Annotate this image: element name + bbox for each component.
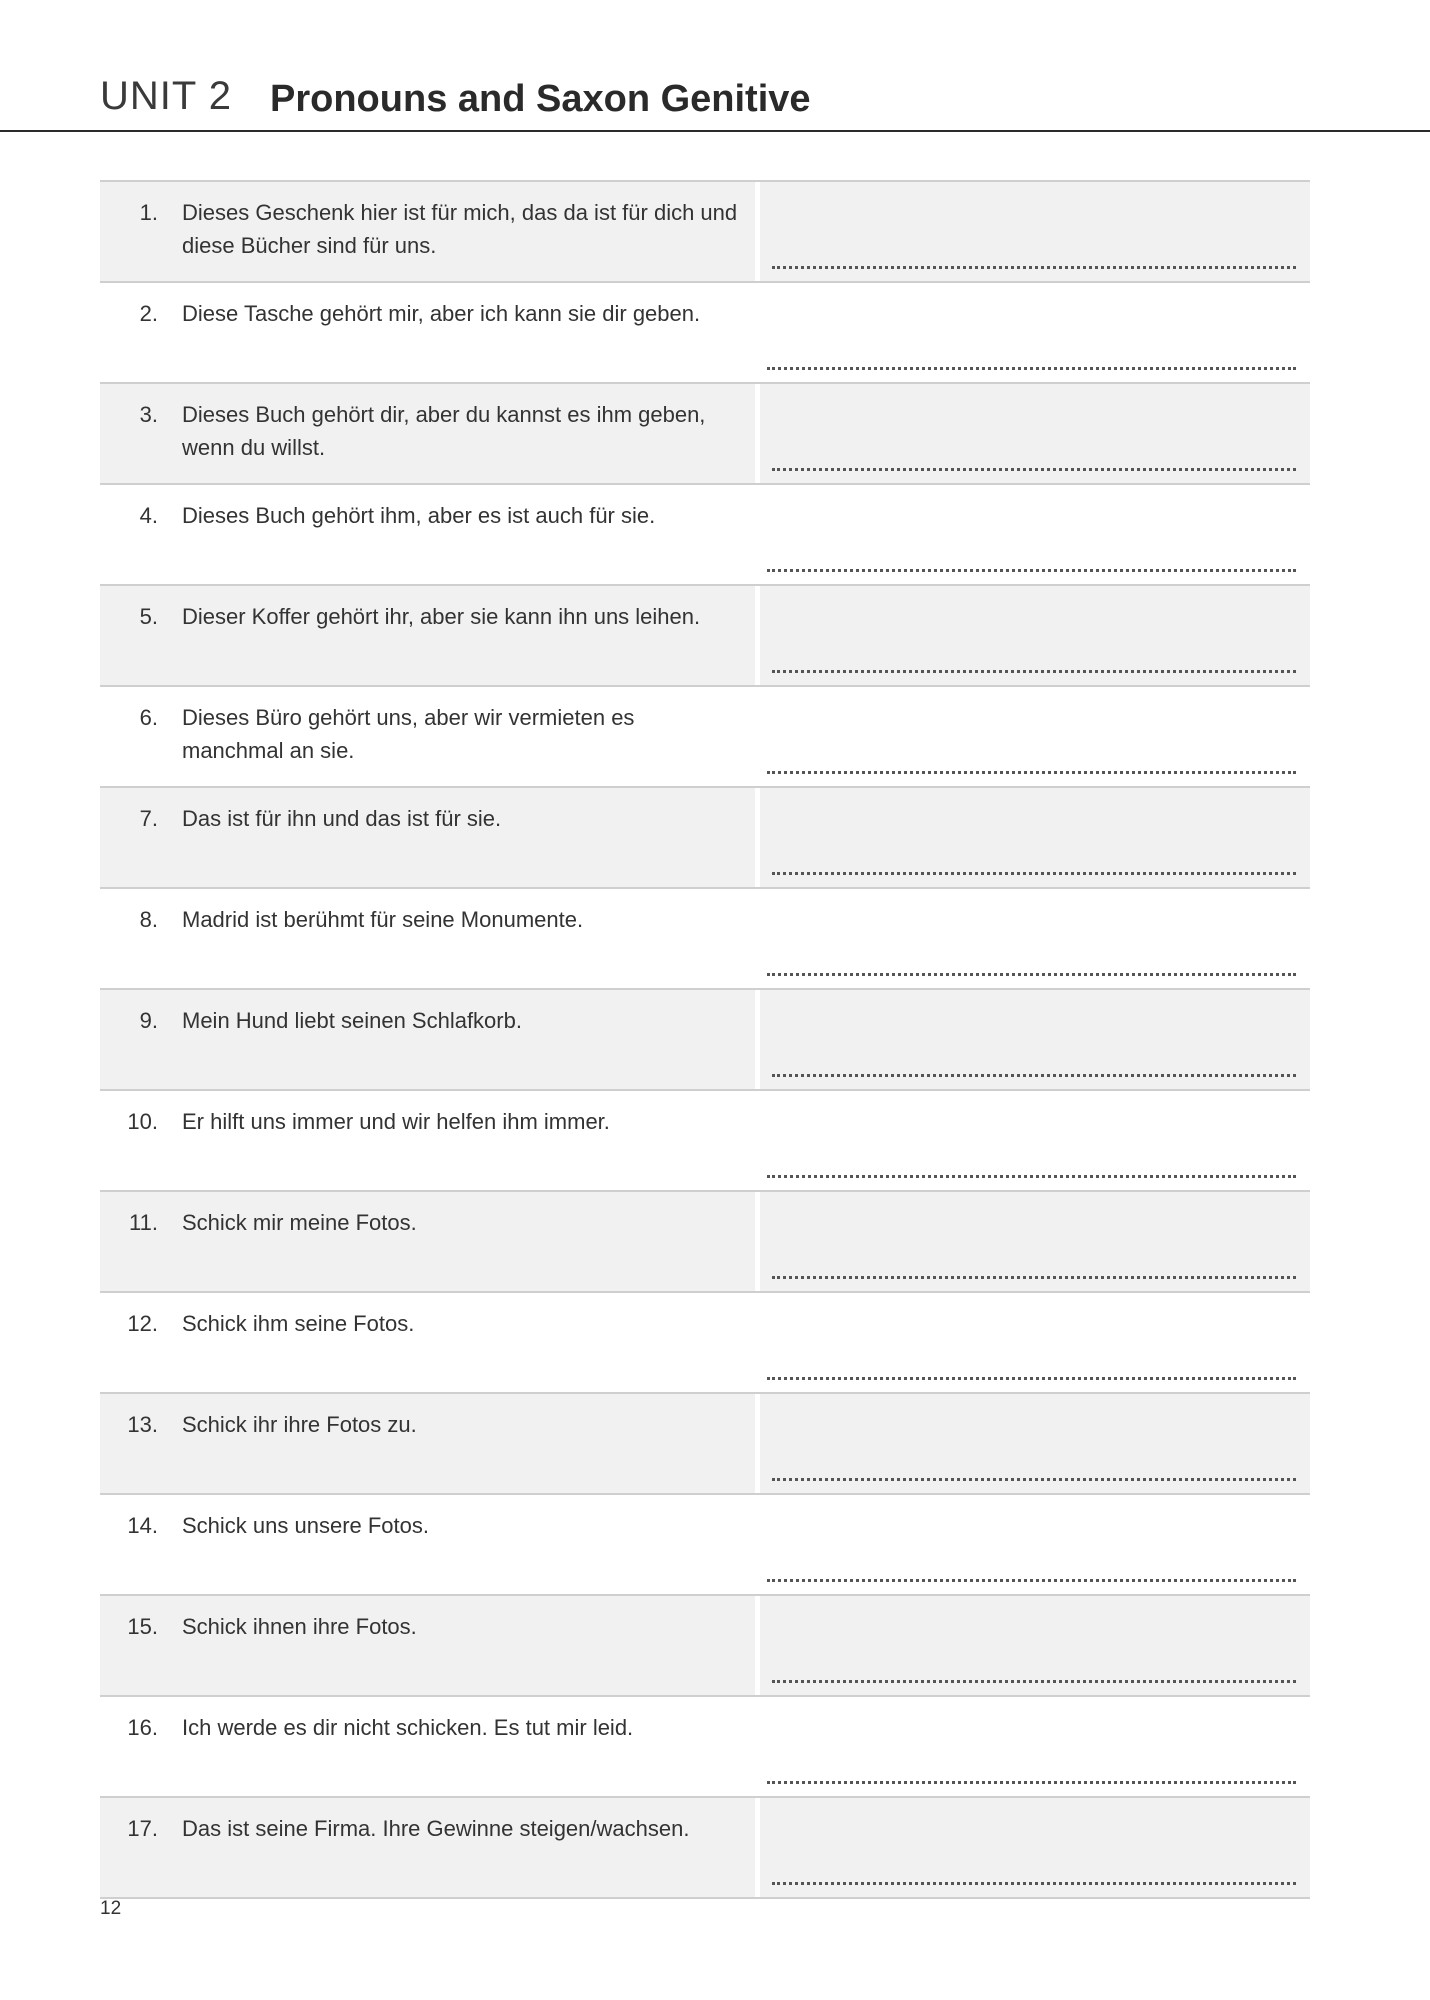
exercise-row xyxy=(100,1697,1310,1798)
answer-field[interactable] xyxy=(755,1495,1310,1594)
exercise-row xyxy=(100,283,1310,384)
exercise-row xyxy=(100,1394,1310,1495)
exercise-sentence: Schick ihnen ihre Fotos. xyxy=(182,1614,417,1639)
exercise-number: 13. xyxy=(127,1412,158,1437)
exercise-number: 17. xyxy=(127,1816,158,1841)
answer-field[interactable] xyxy=(755,788,1310,887)
answer-dotted-line xyxy=(767,973,1296,976)
exercise-sentence: Er hilft uns immer und wir helfen ihm immer. xyxy=(182,1109,610,1134)
exercise-number: 14. xyxy=(127,1513,158,1538)
exercise-sentence: Schick mir meine Fotos. xyxy=(182,1210,417,1235)
exercise-number: 15. xyxy=(127,1614,158,1639)
answer-field[interactable] xyxy=(755,283,1310,382)
answer-dotted-line xyxy=(767,1579,1296,1582)
exercise-number: 1. xyxy=(139,200,158,225)
unit-label: UNIT 2 xyxy=(100,74,232,118)
exercise-table xyxy=(100,180,1310,1899)
exercise-row xyxy=(100,586,1310,687)
exercise-row xyxy=(100,1798,1310,1899)
exercise-number: 5. xyxy=(139,604,158,629)
exercise-sentence: Ich werde es dir nicht schicken. Es tut mir leid. xyxy=(182,1715,634,1740)
unit-title: Pronouns and Saxon Genitive xyxy=(270,78,811,120)
answer-field[interactable] xyxy=(755,1091,1310,1190)
exercise-number: 2. xyxy=(139,301,158,326)
answer-dotted-line xyxy=(772,872,1296,875)
exercise-number: 8. xyxy=(139,907,158,932)
answer-field[interactable] xyxy=(755,586,1310,685)
exercise-number: 12. xyxy=(127,1311,158,1336)
exercise-sentence: Dieses Geschenk hier ist für mich, das da ist für dich und diese Bücher sind für uns. xyxy=(182,200,738,258)
exercise-row xyxy=(100,687,1310,788)
answer-dotted-line xyxy=(767,367,1296,370)
answer-field[interactable] xyxy=(755,889,1310,988)
answer-field[interactable] xyxy=(755,1798,1310,1897)
answer-dotted-line xyxy=(772,468,1296,471)
exercise-row xyxy=(100,1091,1310,1192)
exercise-sentence: Schick ihm seine Fotos. xyxy=(182,1311,415,1336)
exercise-number: 7. xyxy=(139,806,158,831)
exercise-number: 11. xyxy=(129,1210,158,1235)
exercise-sentence: Dieses Buch gehört ihm, aber es ist auch für sie. xyxy=(182,503,656,528)
exercise-sentence: Schick ihr ihre Fotos zu. xyxy=(182,1412,417,1437)
answer-dotted-line xyxy=(772,1074,1296,1077)
exercise-sentence: Das ist seine Firma. Ihre Gewinne steigen/wachsen. xyxy=(182,1816,690,1841)
exercise-row xyxy=(100,384,1310,485)
answer-field[interactable] xyxy=(755,485,1310,584)
answer-dotted-line xyxy=(767,771,1296,774)
exercise-number: 3. xyxy=(139,402,158,427)
exercise-sentence: Dieses Büro gehört uns, aber wir vermieten es manchmal an sie. xyxy=(182,705,635,763)
exercise-sentence: Dieser Koffer gehört ihr, aber sie kann ihn uns leihen. xyxy=(182,604,701,629)
exercise-sentence: Schick uns unsere Fotos. xyxy=(182,1513,430,1538)
exercise-row xyxy=(100,1293,1310,1394)
exercise-row xyxy=(100,788,1310,889)
answer-field[interactable] xyxy=(755,384,1310,483)
exercise-number: 9. xyxy=(139,1008,158,1033)
answer-field[interactable] xyxy=(755,1293,1310,1392)
answer-dotted-line xyxy=(772,1882,1296,1885)
answer-dotted-line xyxy=(767,1781,1296,1784)
exercise-row xyxy=(100,485,1310,586)
answer-field[interactable] xyxy=(755,182,1310,281)
exercise-number: 10. xyxy=(127,1109,158,1134)
answer-field[interactable] xyxy=(755,1394,1310,1493)
exercise-sentence: Mein Hund liebt seinen Schlafkorb. xyxy=(182,1008,522,1033)
exercise-number: 4. xyxy=(139,503,158,528)
exercise-row xyxy=(100,889,1310,990)
exercise-sentence: Dieses Buch gehört dir, aber du kannst es ihm geben, wenn du willst. xyxy=(182,402,706,460)
answer-field[interactable] xyxy=(755,1192,1310,1291)
exercise-sentence: Madrid ist berühmt für seine Monumente. xyxy=(182,907,584,932)
exercise-row xyxy=(100,1495,1310,1596)
answer-dotted-line xyxy=(772,266,1296,269)
exercise-row xyxy=(100,1596,1310,1697)
answer-field[interactable] xyxy=(755,687,1310,786)
exercise-number: 6. xyxy=(139,705,158,730)
answer-dotted-line xyxy=(772,1276,1296,1279)
page-number: 12 xyxy=(100,1898,122,1919)
answer-dotted-line xyxy=(767,1377,1296,1380)
answer-dotted-line xyxy=(772,1478,1296,1481)
exercise-row xyxy=(100,1192,1310,1293)
answer-dotted-line xyxy=(767,1175,1296,1178)
answer-dotted-line xyxy=(767,569,1296,572)
answer-dotted-line xyxy=(772,1680,1296,1683)
page-header xyxy=(0,0,1430,132)
exercise-row xyxy=(100,990,1310,1091)
answer-field[interactable] xyxy=(755,990,1310,1089)
answer-field[interactable] xyxy=(755,1596,1310,1695)
answer-dotted-line xyxy=(772,670,1296,673)
exercise-sentence: Das ist für ihn und das ist für sie. xyxy=(182,806,502,831)
exercise-row xyxy=(100,182,1310,283)
answer-field[interactable] xyxy=(755,1697,1310,1796)
exercise-sentence: Diese Tasche gehört mir, aber ich kann sie dir geben. xyxy=(182,301,701,326)
exercise-number: 16. xyxy=(127,1715,158,1740)
